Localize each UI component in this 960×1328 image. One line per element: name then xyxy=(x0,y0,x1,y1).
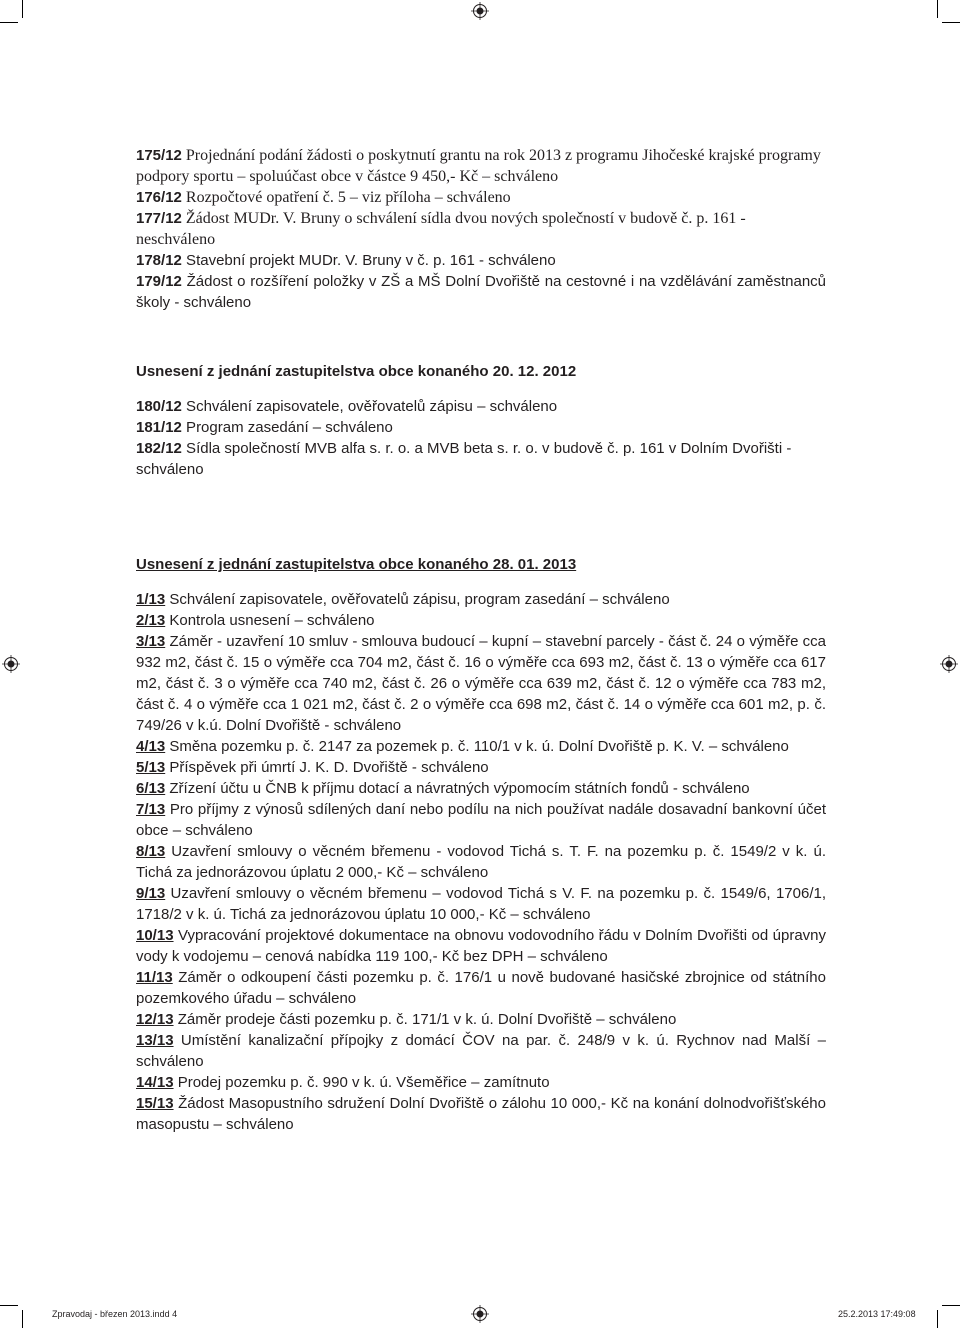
crop-mark xyxy=(22,0,23,18)
resolution-item: 8/13 Uzavření smlouvy o věcném břemenu - vodovod Tichá s. T. F. na pozemku p. č. 1549/2 v k. ú. Tichá za jednorázovou úplatu 2 000,- Kč – schváleno xyxy=(136,843,826,881)
resolution-item: 9/13 Uzavření smlouvy o věcném břemenu – vodovod Tichá s V. F. na pozemku p. č. 1549/6, 1706/1, 1718/2 v k. ú. Tichá za jednorázovou úplatu 10 000,- Kč – schváleno xyxy=(136,885,826,923)
resolution-item: 12/13 Záměr prodeje části pozemku p. č. 171/1 v k. ú. Dolní Dvořiště – schváleno xyxy=(136,1011,677,1028)
resolution-item: 182/12 Sídla společností MVB alfa s. r. o. a MVB beta s. r. o. v budově č. p. 161 v Dolním Dvořišti - schváleno xyxy=(136,440,792,478)
resolution-item: 6/13 Zřízení účtu u ČNB k příjmu dotací a návratných výpomocím státních fondů - schváleno xyxy=(136,780,750,797)
crop-mark xyxy=(0,1305,18,1306)
crop-mark xyxy=(937,0,938,18)
resolution-item: 11/13 Záměr o odkoupení části pozemku p. č. 176/1 u nově budované hasičské zbrojnice od státního pozemkového úřadu – schváleno xyxy=(136,969,826,1007)
registration-mark-icon xyxy=(471,2,489,20)
resolution-item: 180/12 Schválení zapisovatele, ověřovatelů zápisu – schváleno xyxy=(136,398,558,415)
registration-mark-icon xyxy=(471,1305,489,1323)
registration-mark-icon xyxy=(940,655,958,673)
section-heading: Usnesení z jednání zastupitelstva obce konaného 28. 01. 2013 xyxy=(136,556,577,573)
resolution-item: 175/12 Projednání podání žádosti o poskytnutí grantu na rok 2013 z programu Jihočeské krajské programy podpory sportu – spoluúčast obce v částce 9 450,- Kč – schváleno xyxy=(136,147,821,185)
slug-file-name: Zpravodaj - březen 2013.indd 4 xyxy=(52,1309,178,1319)
slug-date: 25.2.2013 17:49:08 xyxy=(838,1309,916,1319)
crop-mark xyxy=(942,1305,960,1306)
resolution-item: 2/13 Kontrola usnesení – schváleno xyxy=(136,612,375,629)
resolution-item: 10/13 Vypracování projektové dokumentace na obnovu vodovodního řádu v Dolním Dvořišti od úpravny vody k vodojemu – cenová nabídka 119 100,- Kč bez DPH – schváleno xyxy=(136,927,826,965)
resolution-item: 181/12 Program zasedání – schváleno xyxy=(136,419,393,436)
crop-mark xyxy=(22,1310,23,1328)
resolution-item: 13/13 Umístění kanalizační přípojky z domácí ČOV na par. č. 248/9 v k. ú. Rychnov nad Malší – schváleno xyxy=(136,1032,826,1070)
resolution-item: 14/13 Prodej pozemku p. č. 990 v k. ú. Všeměřice – zamítnuto xyxy=(136,1074,550,1091)
registration-mark-icon xyxy=(2,655,20,673)
resolution-item: 176/12 Rozpočtové opatření č. 5 – viz příloha – schváleno xyxy=(136,189,511,206)
resolution-item: 5/13 Příspěvek při úmrtí J. K. D. Dvořiště - schváleno xyxy=(136,759,489,776)
resolution-item: 15/13 Žádost Masopustního sdružení Dolní Dvořiště o zálohu 10 000,- Kč na konání dolnodvořišťského masopustu – schváleno xyxy=(136,1095,826,1133)
resolution-item: 4/13 Směna pozemku p. č. 2147 za pozemek p. č. 110/1 v k. ú. Dolní Dvořiště p. K. V. – schváleno xyxy=(136,738,789,755)
resolution-item: 7/13 Pro příjmy z výnosů sdílených daní nebo podílu na nich používat nadále dosavadní bankovní účet obce – schváleno xyxy=(136,801,826,839)
crop-mark xyxy=(937,1310,938,1328)
resolutions-content xyxy=(136,145,826,1135)
resolution-item: 1/13 Schválení zapisovatele, ověřovatelů zápisu, program zasedání – schváleno xyxy=(136,591,670,608)
resolution-item: 179/12 Žádost o rozšíření položky v ZŠ a MŠ Dolní Dvořiště na cestovné i na vzdělávání zaměstnanců školy - schváleno xyxy=(136,273,826,311)
crop-mark xyxy=(0,22,18,23)
section-heading: Usnesení z jednání zastupitelstva obce konaného 20. 12. 2012 xyxy=(136,363,577,380)
resolution-item: 177/12 Žádost MUDr. V. Bruny o schválení sídla dvou nových společností v budově č. p. 161 - neschváleno xyxy=(136,210,746,248)
resolution-item: 178/12 Stavební projekt MUDr. V. Bruny v č. p. 161 - schváleno xyxy=(136,252,556,269)
crop-mark xyxy=(942,22,960,23)
resolution-item: 3/13 Záměr - uzavření 10 smluv - smlouva budoucí – kupní – stavební parcely - část č. 24 o výměře cca 932 m2, část č. 15 o výměře cca 704 m2, část č. 16 o výměře cca 693 m2, část č. 13 o výměře cca 617 m2, část č. 3 o výměře cca 740 m2, část č. 26 o výměře cca 639 m2, část č. 12 o výměře cca 783 m2, část č. 4 o výměře cca 1 021 m2, část č. 2 o výměře cca 698 m2, část č. 14 o výměře cca 601 m2, p. č. 749/26 v k.ú. Dolní Dvořiště - schváleno xyxy=(136,633,826,734)
